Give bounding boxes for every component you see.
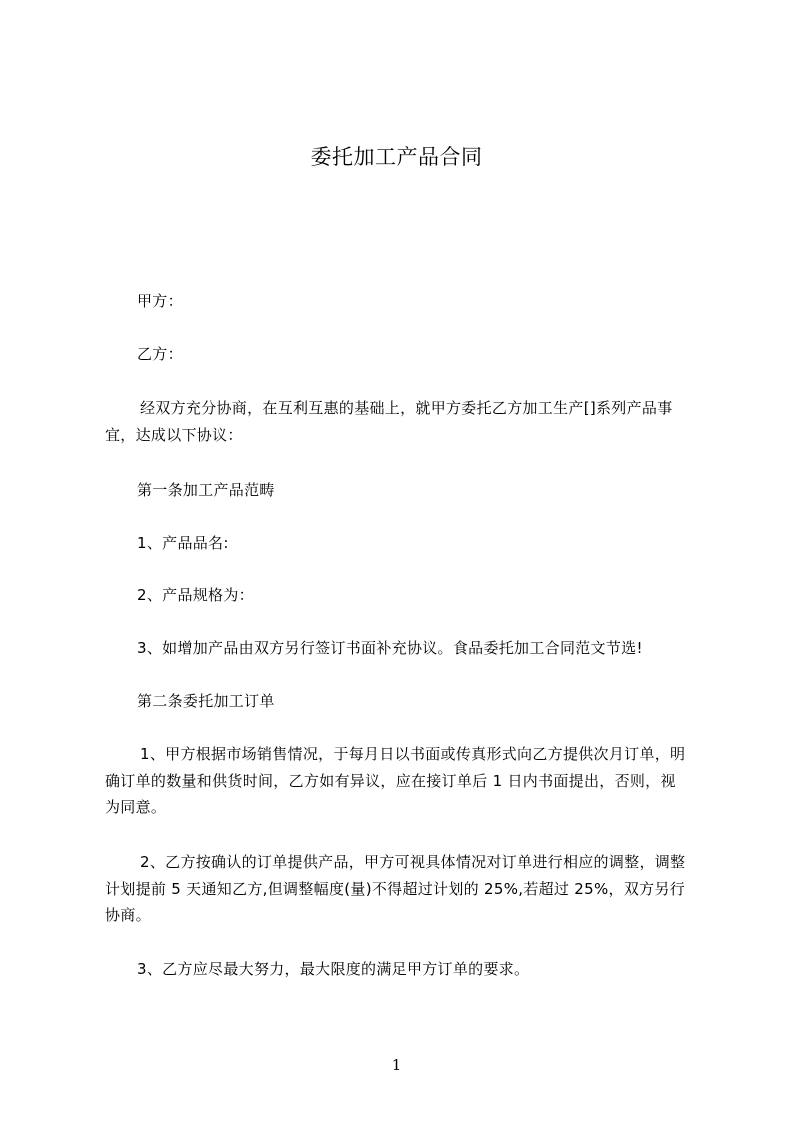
document-title: 委托加工产品合同 (310, 145, 483, 169)
article-1-item-1: 1、产品品名: (137, 534, 229, 552)
article-2-item-1-line-3: 为同意。 (105, 798, 167, 816)
article-2-item-3: 3、乙方应尽最大努力，最大限度的满足甲方订单的要求。 (137, 960, 530, 978)
article-2-item-1-line-2: 确订单的数量和供货时间，乙方如有异议，应在接订单后 1 日内书面提出，否则，视 (105, 772, 676, 790)
party-b-label: 乙方： (137, 345, 183, 363)
article-2-item-1-line-1: 1、甲方根据市场销售情况，于每月日以书面或传真形式向乙方提供次月订单，明 (140, 745, 686, 763)
article-2-heading: 第二条委托加工订单 (137, 692, 275, 710)
article-1-item-3: 3、如增加产品由双方另行签订书面补充协议。食品委托加工合同范文节选! (137, 639, 643, 657)
page-number: 1 (391, 1056, 402, 1074)
article-2-item-2-line-2: 计划提前 5 天通知乙方,但调整幅度(量)不得超过计划的 25%,若超过 25%，双方另行 (105, 880, 686, 898)
preamble-line-1: 经双方充分协商，在互利互惠的基础上，就甲方委托乙方加工生产[]系列产品事 (140, 399, 673, 417)
article-1-item-2: 2、产品规格为： (137, 586, 254, 604)
party-a-label: 甲方： (137, 292, 183, 310)
preamble-line-2: 宜，达成以下协议： (105, 426, 243, 444)
article-2-item-2-line-1: 2、乙方按确认的订单提供产品，甲方可视具体情况对订单进行相应的调整，调整 (140, 853, 686, 871)
article-2-item-2-line-3: 协商。 (105, 906, 151, 924)
article-1-heading: 第一条加工产品范畴 (137, 481, 275, 499)
